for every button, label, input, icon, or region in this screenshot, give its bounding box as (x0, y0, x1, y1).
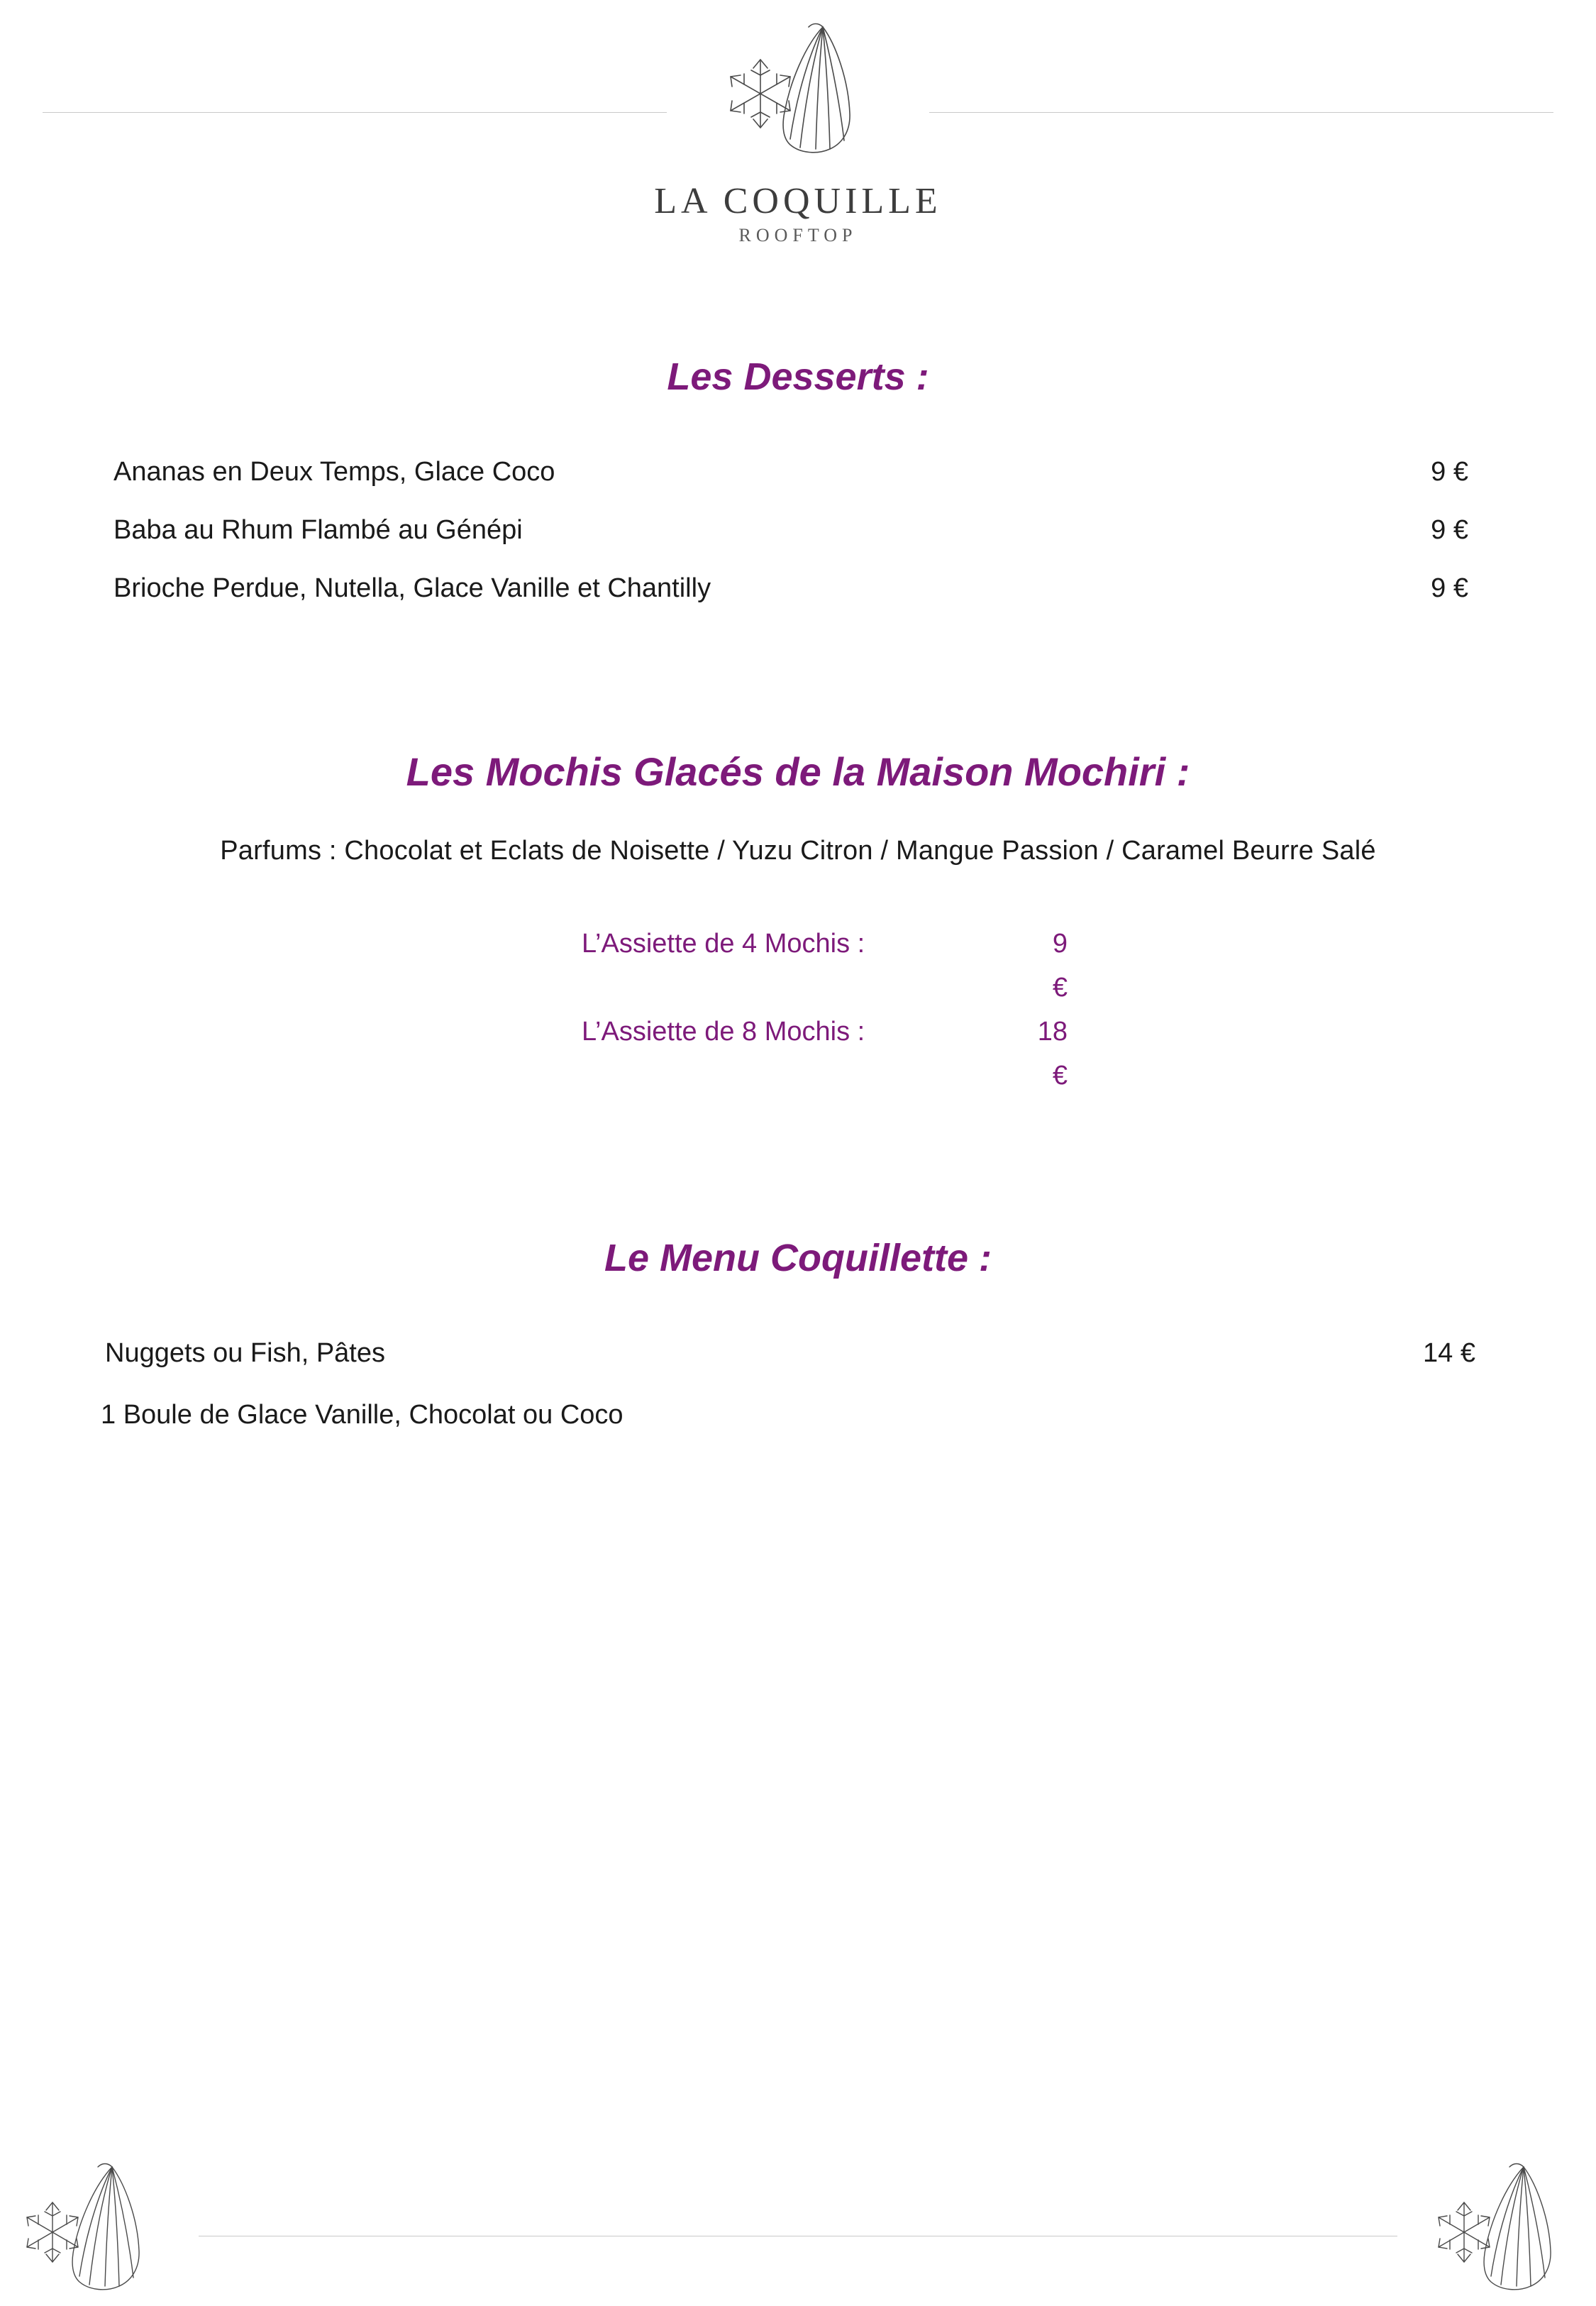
item-price: 18 € (1037, 1017, 1068, 1091)
scallop-shell-icon (716, 14, 880, 177)
coquillette-dessert-line: 1 Boule de Glace Vanille, Chocolat ou Coco (101, 1400, 624, 1430)
item-name: L’Assiette de 8 Mochis : (582, 1017, 865, 1047)
mochis-flavours-description: Parfums : Chocolat et Eclats de Noisette / Yuzu Citron / Mangue Passion / Caramel Beurre Salé (220, 836, 1376, 866)
brand-name: LA COQUILLE (654, 181, 942, 221)
page-header (0, 0, 1596, 284)
item-name: Baba au Rhum Flambé au Génépi (113, 515, 523, 545)
header-rule-left (43, 112, 667, 113)
item-name: Brioche Perdue, Nutella, Glace Vanille et Chantilly (113, 573, 711, 603)
item-price: 14 € (1423, 1338, 1475, 1368)
list-item (443, 922, 1153, 1010)
brand-logo (578, 14, 1018, 246)
mochis-plate-list (85, 922, 1511, 1098)
coquillette-item-list (85, 1324, 1511, 1447)
brand-tagline: ROOFTOP (738, 225, 858, 246)
item-price: 9 € (1052, 929, 1068, 1003)
page-footer (0, 2122, 1596, 2306)
list-item (443, 1010, 1153, 1098)
section-title-mochis: Les Mochis Glacés de la Maison Mochiri : (406, 749, 1190, 794)
item-name: Ananas en Deux Temps, Glace Coco (113, 457, 555, 487)
list-item (85, 501, 1511, 559)
menu-content (0, 355, 1596, 1447)
scallop-shell-icon (1433, 2157, 1575, 2299)
section-title-desserts: Les Desserts : (667, 355, 929, 398)
item-name: Nuggets ou Fish, Pâtes (105, 1338, 385, 1368)
desserts-item-list (85, 443, 1511, 617)
header-rule-right (929, 112, 1553, 113)
list-item (85, 443, 1511, 501)
item-name: L’Assiette de 4 Mochis : (582, 929, 865, 959)
list-item (85, 559, 1511, 617)
scallop-shell-icon (21, 2157, 163, 2299)
item-price: 9 € (1431, 573, 1468, 603)
item-price: 9 € (1431, 457, 1468, 487)
section-title-coquillette: Le Menu Coquillette : (604, 1237, 992, 1279)
item-price: 9 € (1431, 515, 1468, 545)
list-item (85, 1324, 1511, 1382)
